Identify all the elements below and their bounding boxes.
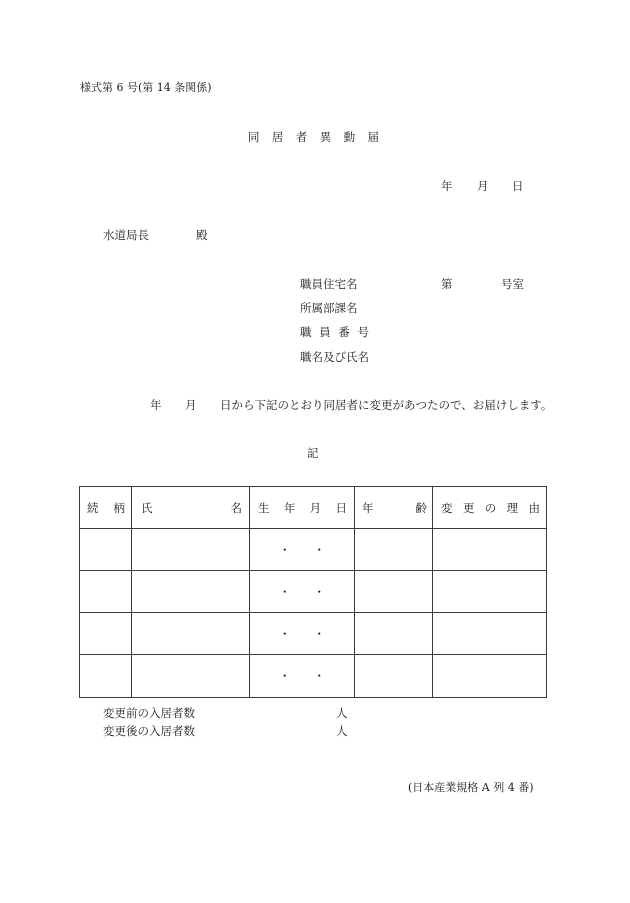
age-cell <box>355 529 433 571</box>
header-reason: 変 更 の 理 由 <box>433 487 547 529</box>
name-cell <box>132 571 250 613</box>
table-row <box>80 571 547 613</box>
paper-size-note: (日本産業規格 A 列 4 番) <box>408 781 534 794</box>
room-number-suffix: 号室 <box>501 277 524 291</box>
birth-date-cell: ・ ・ <box>250 655 355 698</box>
reason-cell <box>433 613 547 655</box>
section-heading: 記 <box>307 446 319 460</box>
filing-date-day-label: 日 <box>512 179 524 193</box>
resident-change-table <box>79 486 547 698</box>
residents-before-label: 変更前の入居者数 <box>103 706 195 720</box>
name-cell <box>132 529 250 571</box>
filing-date-year-label: 年 <box>441 179 453 193</box>
addressee-honorific: 殿 <box>196 228 208 242</box>
table-row <box>80 613 547 655</box>
table-row <box>80 655 547 698</box>
relationship-cell <box>80 655 132 698</box>
table-header-row <box>80 487 547 529</box>
room-number-prefix: 第 <box>441 277 453 291</box>
birth-date-cell: ・ ・ <box>250 571 355 613</box>
header-birth-date: 生 年 月 日 <box>250 487 355 529</box>
age-cell <box>355 571 433 613</box>
reason-cell <box>433 655 547 698</box>
birth-date-cell: ・ ・ <box>250 613 355 655</box>
age-cell <box>355 655 433 698</box>
statement-text: 日から下記のとおり同居者に変更があつたので、お届けします。 <box>220 398 553 412</box>
birth-date-cell: ・ ・ <box>250 529 355 571</box>
relationship-cell <box>80 613 132 655</box>
header-relationship: 続 柄 <box>80 487 132 529</box>
table-row <box>80 529 547 571</box>
relationship-cell <box>80 529 132 571</box>
relationship-cell <box>80 571 132 613</box>
residents-before-unit: 人 <box>336 706 348 720</box>
name-cell <box>132 655 250 698</box>
residents-after-unit: 人 <box>336 724 348 738</box>
reason-cell <box>433 571 547 613</box>
residence-label: 職員住宅名 <box>300 277 358 291</box>
age-cell <box>355 613 433 655</box>
addressee-name: 水道局長 <box>103 228 149 242</box>
statement-month-label: 月 <box>185 398 197 412</box>
header-age: 年 齢 <box>355 487 433 529</box>
department-label: 所属部課名 <box>300 301 358 315</box>
form-title: 同 居 者 異 動 届 <box>248 130 379 144</box>
reason-cell <box>433 529 547 571</box>
statement-year-label: 年 <box>150 398 162 412</box>
residents-after-label: 変更後の入居者数 <box>103 724 195 738</box>
form-number: 様式第 6 号(第 14 条関係) <box>80 81 212 94</box>
employee-number-label: 職 員 番 号 <box>300 325 369 339</box>
title-and-name-label: 職名及び氏名 <box>300 350 369 364</box>
filing-date-month-label: 月 <box>477 179 489 193</box>
header-name: 氏 名 <box>132 487 250 529</box>
name-cell <box>132 613 250 655</box>
